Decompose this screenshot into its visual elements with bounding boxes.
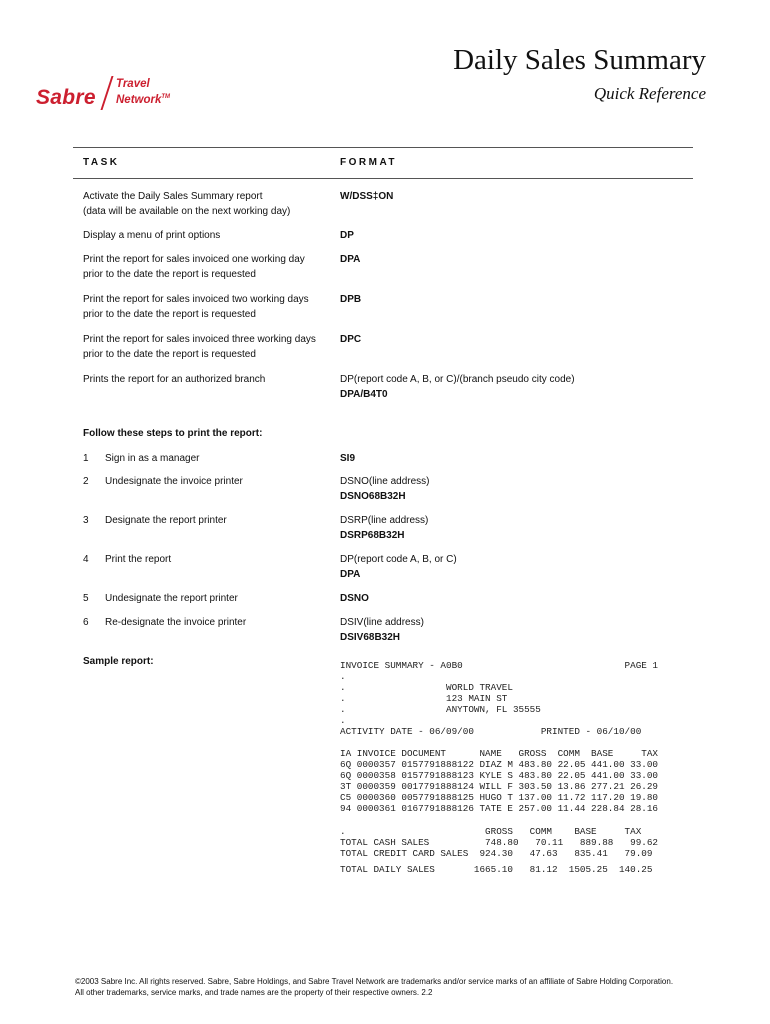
header-rule-top (73, 147, 693, 148)
step-format-4: DP(report code A, B, or C) DPA (340, 554, 457, 580)
task-row-5: Print the report for sales invoiced three working days prior to the date the report is requested (83, 334, 316, 360)
step-number-1: 1 (83, 453, 89, 464)
task-format-3: DPA (340, 254, 361, 265)
sabre-travel-network-logo (36, 74, 186, 114)
copyright-footer: ©2003 Sabre Inc. All rights reserved. Sabre, Sabre Holdings, and Sabre Travel Network are trademarks and/or service marks of an affiliate of Sabre Holding Corporation. All other trademarks, service marks, and trade names are the property of their respective owners. 2.2 (75, 977, 674, 997)
task-row-1: Activate the Daily Sales Summary report (data will be available on the next working day) (83, 191, 291, 217)
step-text-1: Sign in as a manager (105, 453, 200, 464)
step-text-3: Designate the report printer (105, 515, 227, 526)
step-text-6: Re-designate the invoice printer (105, 617, 247, 628)
step-number-5: 5 (83, 593, 89, 604)
task-format-6: DP(report code A, B, or C)/(branch pseudo city code) DPA/B4T0 (340, 374, 575, 400)
task-row-4: Print the report for sales invoiced two working days prior to the date the report is requested (83, 294, 309, 320)
step-format-5: DSNO (340, 593, 369, 604)
step-text-4: Print the report (105, 554, 172, 565)
task-row-6: Prints the report for an authorized branch (83, 374, 266, 385)
sample-report-header: INVOICE SUMMARY - A0B0 PAGE 1 . . WORLD TRAVEL . 123 MAIN ST . ANYTOWN, FL 35555 . ACTIVITY DATE - 06/09/00 PRINTED - 06/10/00 (340, 660, 659, 737)
task-format-2: DP (340, 230, 354, 241)
step-number-2: 2 (83, 476, 89, 487)
task-row-3: Print the report for sales invoiced one working day prior to the date the report is requested (83, 254, 305, 280)
task-format-1: W/DSS‡ON (340, 191, 394, 202)
logo-travel-text: Travel (116, 78, 150, 90)
step-format-6: DSIV(line address) DSIV68B32H (340, 617, 424, 643)
task-format-4: DPB (340, 294, 362, 305)
step-text-5: Undesignate the report printer (105, 593, 238, 604)
task-row-2: Display a menu of print options (83, 230, 221, 241)
step-number-6: 6 (83, 617, 89, 628)
column-header-format: FORMAT (340, 157, 398, 168)
step-format-3: DSRP(line address) DSRP68B32H (340, 515, 429, 541)
logo-sabre-text: Sabre (36, 86, 96, 109)
sample-report-totals: . GROSS COMM BASE TAX TOTAL CASH SALES 748.80 70.11 889.88 99.62 TOTAL CREDIT CARD SALES 924.30 47.63 835.41 79.09 (340, 826, 659, 859)
sample-report-label: Sample report: (83, 656, 154, 667)
column-header-task: TASK (83, 157, 120, 168)
page-subtitle: Quick Reference (593, 84, 706, 103)
header-rule-bottom (73, 178, 693, 179)
step-format-2: DSNO(line address) DSNO68B32H (340, 476, 430, 502)
logo-slash (100, 76, 113, 110)
logo-network-text: Network™ (116, 93, 171, 106)
step-text-2: Undesignate the invoice printer (105, 476, 243, 487)
step-number-4: 4 (83, 554, 89, 565)
steps-heading: Follow these steps to print the report: (83, 428, 263, 439)
step-format-1: SI9 (340, 453, 356, 464)
sample-report-detail: IA INVOICE DOCUMENT NAME GROSS COMM BASE TAX 6Q 0000357 0157791888122 DIAZ M 483.80 22.05 441.00 33.00 6Q 0000358 0157791888123 KYLE S 483.80 22.05 441.00 33.00 3T 0000359 0017791888124 WILL F 303.50 13.86 277.21 26.29 C5 0000360 0057791888125 HUGO T 137.00 11.72 117.20 19.80 94 0000361 0167791888126 TATE E 257.00 11.44 228.84 28.16 (340, 748, 659, 814)
step-number-3: 3 (83, 515, 89, 526)
sample-report-daily-total: TOTAL DAILY SALES 1665.10 81.12 1505.25 140.25 (340, 864, 653, 875)
task-format-5: DPC (340, 334, 362, 345)
page-title: Daily Sales Summary (453, 44, 706, 76)
